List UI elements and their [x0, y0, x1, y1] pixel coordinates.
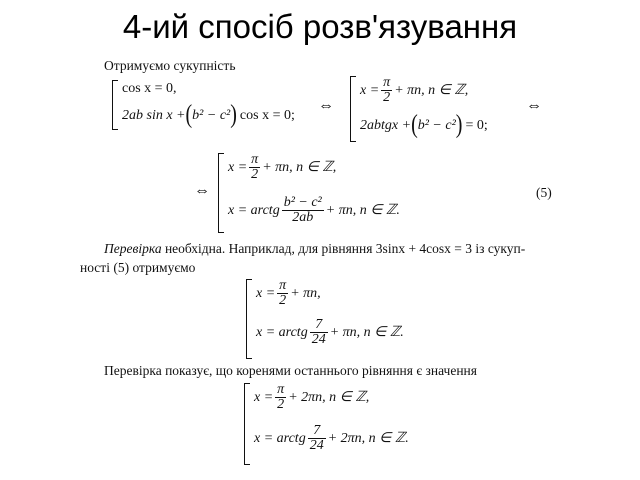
- system-3-bracket: [218, 153, 224, 233]
- equivalence-symbol-2: ⇔: [526, 97, 542, 114]
- equivalence-symbol-3: ⇔: [194, 182, 210, 199]
- system-5-bracket: [244, 383, 250, 465]
- system-2-equation-1: x = $\frac{\pi}{2}$ + πn, n ∈ ℤ,: [360, 75, 469, 105]
- system-1-equation-2: 2ab sin x + ( b² − c² ) cos x = 0;: [122, 100, 295, 130]
- equation-number-5: (5): [536, 185, 552, 200]
- check-paragraph-line-2: ності (5) отримуємо: [80, 260, 196, 275]
- system-4-equation-2: x = arctg $\frac{7}{24}$ + πn, n ∈ ℤ.: [256, 317, 404, 347]
- system-1-equation-1: cos x = 0,: [122, 81, 177, 96]
- result-text: Перевірка показує, що коренями останнього рівняння є значення: [104, 363, 477, 378]
- system-3-equation-2: x = arctg $\frac{\text{b² − c²}}{2ab}$ + πn, n ∈ ℤ.: [228, 195, 400, 225]
- system-2-bracket: [350, 76, 356, 142]
- system-4-bracket: [246, 279, 252, 359]
- system-3-equation-1: x = $\frac{\pi}{2}$ + πn, n ∈ ℤ,: [228, 152, 337, 182]
- equivalence-symbol-1: ⇔: [318, 97, 334, 114]
- system-1-bracket: [112, 80, 118, 130]
- check-paragraph-line-1: Перевірка необхідна. Наприклад, для рівняння 3sinx + 4cosx = 3 із сукуп-: [104, 241, 526, 256]
- slide-title: 4-ий спосіб розв'язування: [122, 8, 518, 45]
- intro-text: Отримуємо сукупність: [104, 58, 236, 73]
- system-2-equation-2: 2abtgx + ( b² − c² ) = 0;: [360, 110, 488, 140]
- system-5-equation-2: x = arctg $\frac{7}{24}$ + 2πn, n ∈ ℤ.: [254, 423, 409, 453]
- system-4-equation-1: x = $\frac{\pi}{2}$ + πn,: [256, 278, 321, 308]
- system-5-equation-1: x = $\frac{\pi}{2}$ + 2πn, n ∈ ℤ,: [254, 382, 370, 412]
